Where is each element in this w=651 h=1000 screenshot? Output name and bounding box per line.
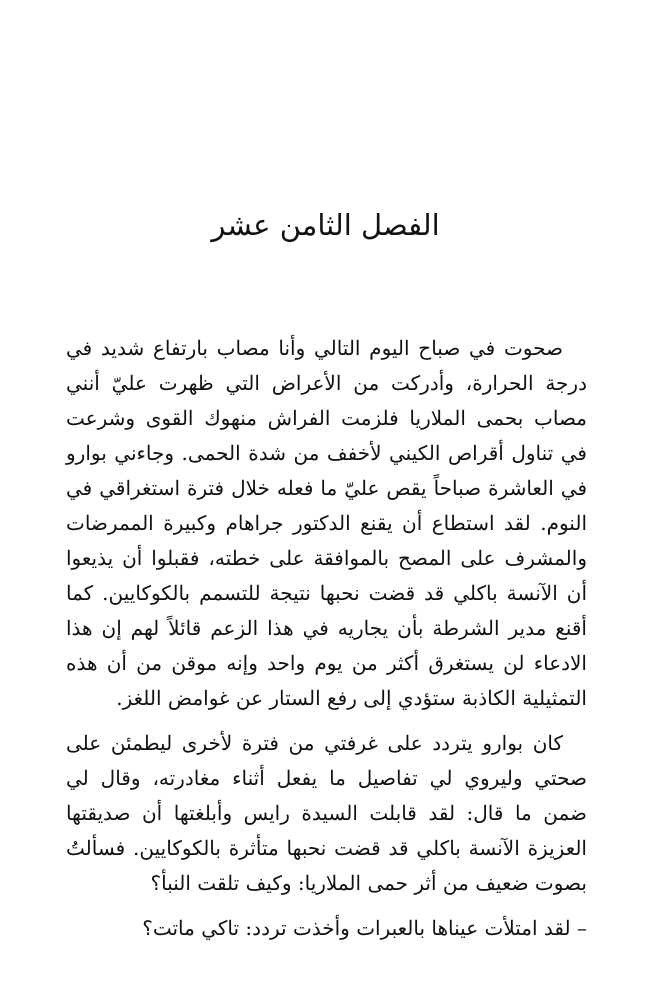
paragraph: كان بوارو يتردد على غرفتي من فترة لأخرى ليطمئن على صحتي وليروي لي تفاصيل ما يفعل أثناء مغادرته، وقال لي ضمن ما قال: لقد قابلت السيدة رايس وأبلغتها أن صديقتها العزيزة الآنسة باكلي قد قضت نحبها متأثرة بالكوكايين. فسألتُ بصوت ضعيف من أثر حمى الملاريا: وكيف تلقت النبأ؟ <box>66 731 588 895</box>
chapter-body <box>66 331 587 946</box>
chapter-title: الفصل الثامن عشر <box>211 208 440 242</box>
paragraph: صحوت في صباح اليوم التالي وأنا مصاب بارتفاع شديد في درجة الحرارة، وأدركت من الأعراض التي ظهرت عليّ أنني مصاب بحمى الملاريا فلزمت الفراش منهوك القوى وشرعت في تناول أقراص الكيني لأخفف من شدة الحمى. وجاءني بوارو في العاشرة صباحاً يقص عليّ ما فعله خلال فترة استغراقي في النوم. لقد استطاع أن يقنع الدكتور جراهام وكبيرة الممرضات والمشرف على المصح بالموافقة على خطته، فقبلوا أن يذيعوا أن الآنسة باكلي قد قضت نحبها نتيجة للتسمم بالكوكايين. كما أقنع مدير الشرطة بأن يجاريه في هذا الزعم قائلاً لهم إن هذا الادعاء لن يستغرق أكثر من يوم واحد وإنه موقن من أن هذه التمثيلية الكاذبة ستؤدي إلى رفع الستار عن غوامض اللغز. <box>66 336 587 710</box>
dialogue-line: – لقد امتلأت عيناها بالعبرات وأخذت تردد: تاكي ماتت؟ <box>142 916 587 940</box>
